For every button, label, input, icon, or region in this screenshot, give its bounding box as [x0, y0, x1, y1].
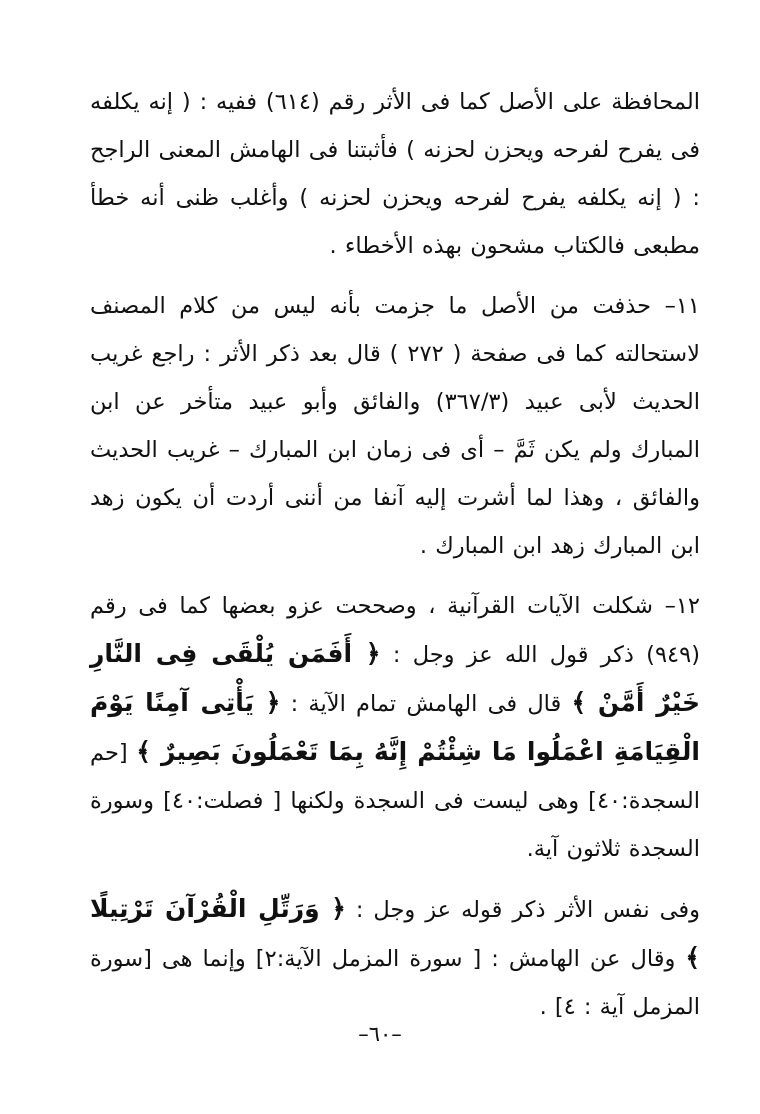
quran-verse-day-of-resurrection: ﴿ يَأْتِى آمِنًا يَوْمَ الْقِيَامَةِ اعْمَلُوا مَا شِئْتُمْ إِنَّهُ بِمَا تَعْمَلُونَ بَصِيرٌ ﴾	[90, 688, 701, 766]
page-number: –٦٠–	[358, 1022, 402, 1046]
paragraph-item-11: ١١– حذفت من الأصل ما جزمت بأنه ليس من كلام المصنف لاستحالته كما فى صفحة ( ٢٧٢ ) قال بعد ذكر الأثر : راجع غريب الحديث لأبى عبيد (٣٦٧/٣) والفائق وأبو عبيد متأخر عن ابن المبارك ولم يكن ثَمَّ – أى فى زمان ابن المبارك – غريب الحديث والفائق ، وهذا لما أشرت إليه آنفا من أننى أردت أن يكون زهد ابن المبارك زهد ابن المبارك .	[90, 293, 700, 559]
paragraph-item-12	[90, 582, 700, 873]
item-12-footnote-text: قال فى الهامش تمام الآية :	[290, 691, 562, 717]
document-page	[90, 78, 700, 1031]
quran-verse-fire: ﴿ أَفَمَن يُلْقَى فِى النَّارِ خَيْرٌ أَمَّنْ ﴾	[90, 639, 700, 717]
tartil-correction-text: وقال عن الهامش : [ سورة المزمل الآية:٢] وإنما هى [سورة المزمل آية : ٤] .	[90, 946, 700, 1020]
item-12-correction-text: [حم السجدة:٤٠] وهى ليست فى السجدة ولكنها [ فصلت:٤٠] وسورة السجدة ثلاثون آية.	[90, 740, 700, 862]
paragraph-tartil-note	[90, 885, 700, 1031]
paragraph-preservation-note: المحافظة على الأصل كما فى الأثر رقم (٦١٤) ففيه : ( إنه يكلفه فى يفرح لفرحه ويحزن لحزنه ) فأثبتنا فى الهامش المعنى الراجح : ( إنه يكلفه يفرح لفرحه ويحزن لحزنه ) وأغلب ظنى أنه خطأ مطبعى فالكتاب مشحون بهذه الأخطاء .	[90, 89, 700, 259]
item-12-intro-text: ١٢– شكلت الآيات القرآنية ، وصححت عزو بعضها كما فى رقم (٩٤٩) ذكر قول الله عز وجل :	[90, 593, 700, 668]
tartil-intro-text: وفى نفس الأثر ذكر قوله عز وجل :	[355, 897, 700, 923]
quran-verse-tartil: ﴿ وَرَتِّلِ الْقُرْآنَ تَرْتِيلًا ﴾	[90, 894, 700, 972]
